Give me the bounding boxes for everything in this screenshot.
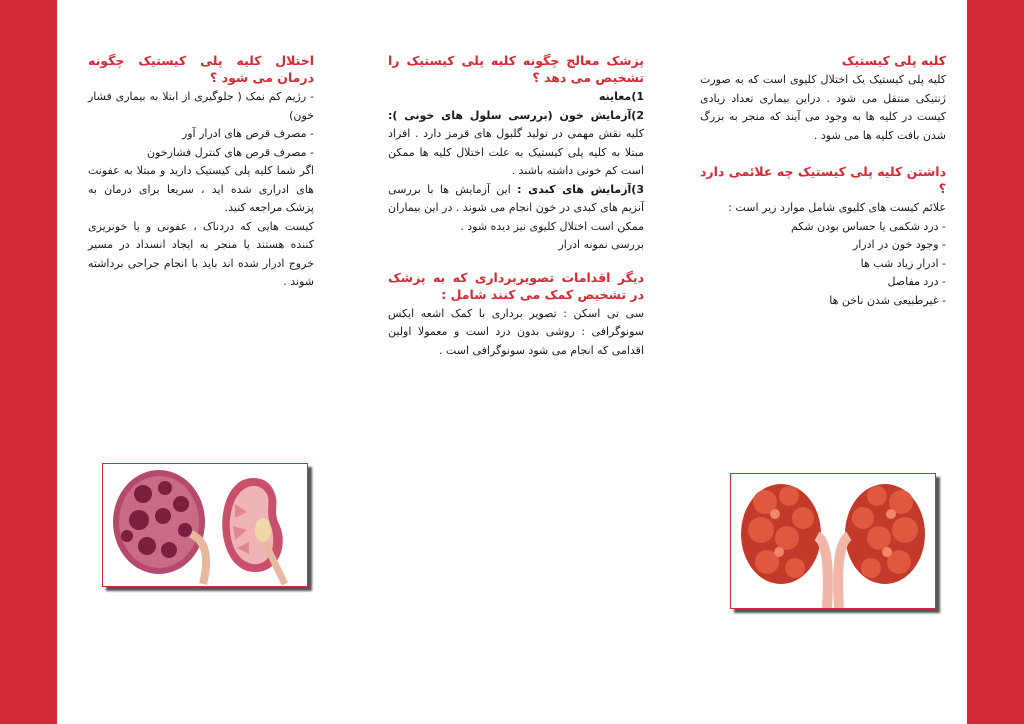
step-liver-test: 3)آزمایش های کبدی :: [517, 182, 644, 196]
kidney-cross-section-image: [102, 463, 308, 587]
column-right: [700, 52, 946, 310]
list-item: - وجود خون در ادرار: [852, 238, 946, 251]
column-left: [88, 52, 314, 292]
heading-imaging: دیگر اقدامات تصویربرداری که به پزشک در تشخیص کمک می کنند شامل :: [388, 269, 644, 302]
paragraph-infection: اگر شما کلیه پلی کیستیک دارید و مبتلا به عفونت های ادراری شده اید ، سریعا برای درمان به پزشک مراجعه کنید.: [88, 164, 314, 214]
paragraph-imaging: سی تی اسکن : تصویر برداری با کمک اشعه ایکس سونوگرافی : روشی بدون درد است و معمولا اولین اقدامی که انجام می شود سونوگرافی است .: [388, 306, 644, 357]
step-blood-test: 2)آزمایش خون (بررسی سلول های خونی ):: [388, 108, 644, 122]
left-red-border: [0, 0, 57, 724]
paragraph-blood-test: [388, 107, 644, 181]
blood-test-text: کلیه نقش مهمی در تولید گلبول های قرمز دارد . افراد مبتلا به کلیه پلی کیستیک به علت اختلال کلیه ها ممکن است کم خونی داشته باشند .: [388, 127, 644, 177]
column-middle: [388, 52, 644, 360]
list-item: - رژیم کم نمک ( جلوگیری از ابتلا به بیماری فشار خون): [88, 90, 314, 122]
list-item: - غیرطبیعی شدن ناخن ها: [829, 293, 946, 307]
kidneys-illustration: [731, 474, 935, 608]
heading-symptoms: داشتن کلیه پلی کیستیک چه علائمی دارد ؟: [700, 164, 946, 196]
heading-polycystic-kidney: کلیه پلی کیستیک: [841, 53, 946, 68]
polycystic-kidneys-image: [730, 473, 936, 609]
list-item: - مصرف قرص های کنترل فشارخون: [147, 145, 314, 159]
heading-diagnosis: پزشک معالج چگونه کلیه پلی کیستیک را تشخیص می دهد ؟: [388, 53, 644, 85]
paragraph-liver-test: [388, 181, 644, 237]
kidney-illustration: [103, 464, 307, 586]
list-item: - درد مفاصل: [887, 275, 946, 288]
liver-test-text: این آزمایش ها با بررسی آنزیم های کبدی در خون انجام می شوند . در این بیماران ممکن است اختلال کلیوی نیز دیده شود .: [388, 182, 644, 233]
heading-treatment: اختلال کلیه پلی کیستیک چگونه درمان می شود ؟: [88, 53, 314, 85]
step-exam: 1)معاینه: [598, 90, 644, 103]
symptoms-intro: علائم کیست های کلیوی شامل موارد زیر است :: [728, 201, 946, 214]
right-red-border: [967, 0, 1024, 724]
list-item: - ادرار زیاد شب ها: [860, 256, 946, 270]
paragraph-surgery: کیست هایی که دردناک ، عفونی و یا خونریزی کننده هستند یا منجر به ایجاد انسداد در مسیر خروج ادرار شده اند باید با انجام جراحی برداشته شوند .: [88, 219, 314, 288]
list-item: - درد شکمی یا حساس بودن شکم: [790, 219, 946, 233]
urine-sample: بررسی نمونه ادرار: [558, 238, 644, 251]
list-item: - مصرف قرص های ادرار آور: [181, 127, 314, 140]
paragraph-definition: کلیه پلی کیستیک یک اختلال کلیوی است که به صورت ژنتیکی منتقل می شود . دراین بیماری تعداد زیادی کیست در کلیه ها به وجود می آیند که منجر به بزرگ شدن بافت کلیه ها می شود .: [700, 73, 946, 142]
